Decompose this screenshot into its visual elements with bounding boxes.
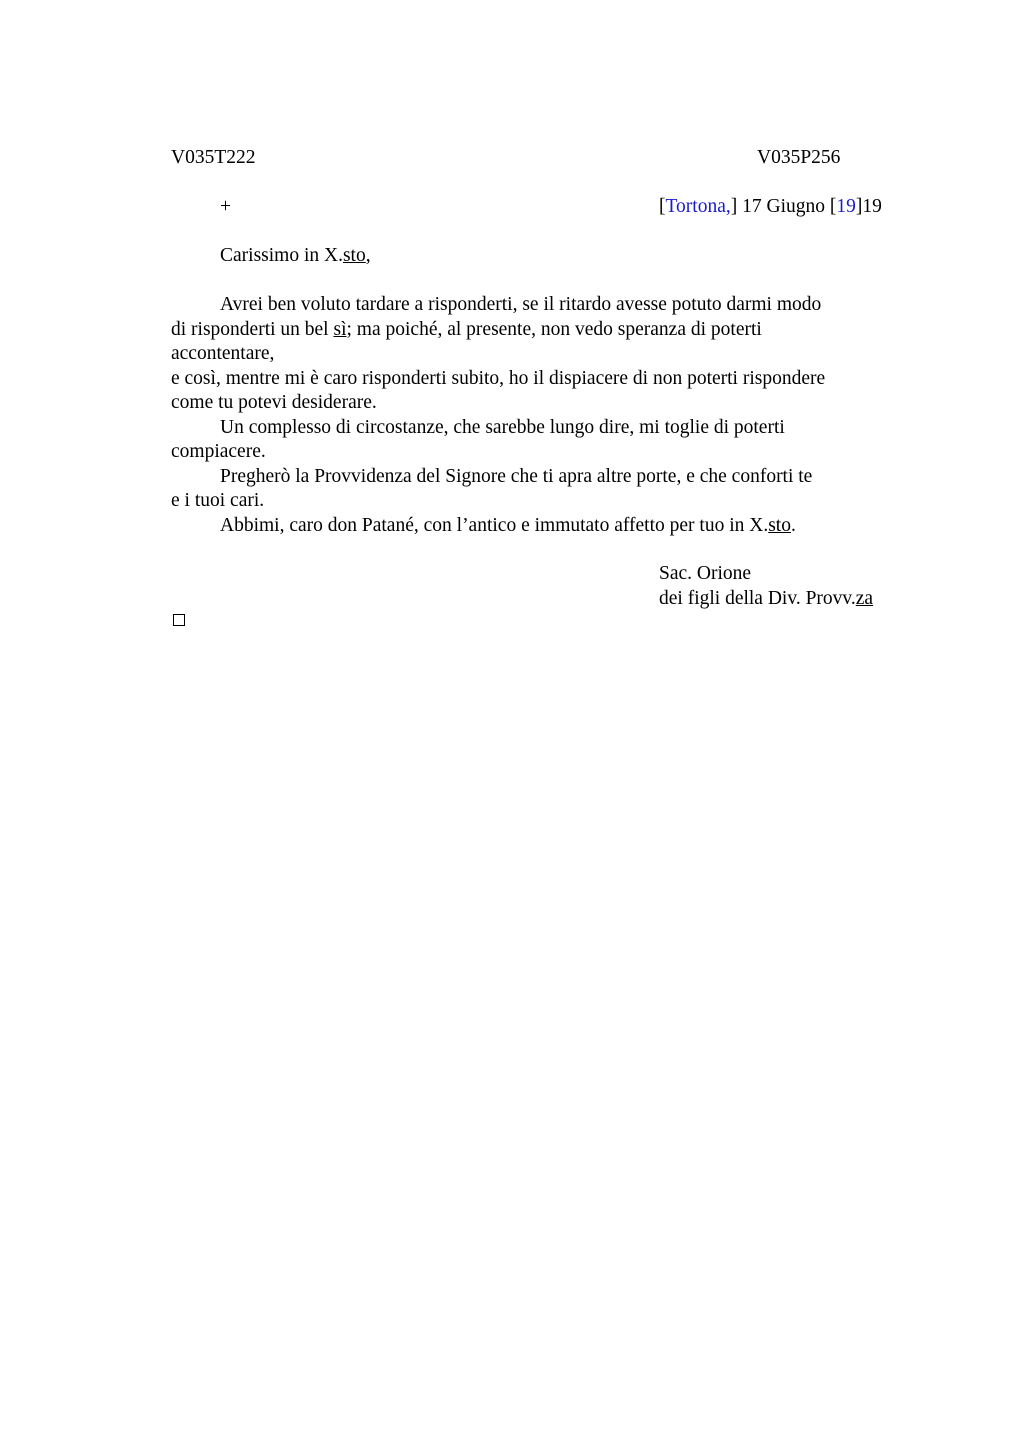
body-line: accontentare, (171, 343, 275, 364)
salutation-text: Carissimo in X. (220, 245, 343, 266)
signature-abbrev: za (855, 588, 874, 609)
body-line (171, 318, 891, 343)
date-text: ] 17 Giugno [ (730, 196, 837, 217)
body-line (171, 416, 891, 441)
paragraph-text: di risponderti un bel (171, 318, 334, 340)
year-prefix: 19 (836, 196, 856, 217)
cross-symbol: + (220, 196, 231, 217)
underlined-abbrev: sto (768, 514, 791, 536)
signature-title (659, 587, 873, 611)
paragraph-text: Pregherò la Provvidenza del Signore che ti apra altre porte, e che conforti te (220, 465, 813, 487)
dateline (659, 195, 882, 219)
body-line (171, 293, 891, 318)
body-line: e i tuoi cari. (171, 490, 265, 511)
year-suffix: ]19 (855, 196, 882, 217)
salutation (220, 244, 371, 268)
signature-name: Sac. Orione (659, 563, 752, 584)
place-name: Tortona, (665, 196, 731, 217)
letter-body (171, 293, 891, 538)
body-line (171, 465, 891, 490)
empty-checkbox-icon (173, 614, 185, 626)
body-line (171, 514, 891, 539)
body-line: compiacere. (171, 441, 266, 462)
signature-title-text: dei figli della Div. Provv. (659, 588, 856, 609)
paragraph-text: Avrei ben voluto tardare a risponderti, se il ritardo avesse potuto darmi modo (220, 294, 822, 315)
underlined-word: sì (333, 318, 347, 340)
left-code: V035T222 (171, 147, 256, 168)
paragraph-text: Abbimi, caro don Patané, con l’antico e immutato affetto per tuo in X. (220, 514, 769, 536)
body-line: e così, mentre mi è caro risponderti subito, ho il dispiacere di non poterti rispondere (171, 367, 826, 389)
right-code: V035P256 (757, 147, 841, 168)
paragraph-text: Un complesso di circostanze, che sarebbe lungo dire, mi toglie di poterti (220, 416, 785, 438)
salutation-comma: , (365, 245, 371, 266)
paragraph-text: ; ma poiché, al presente, non vedo speranza di poterti (346, 318, 762, 340)
paragraph-text: . (790, 514, 796, 536)
salutation-abbrev: sto (342, 245, 366, 266)
body-line: come tu potevi desiderare. (171, 392, 377, 413)
bracket-open: [ (659, 196, 666, 217)
